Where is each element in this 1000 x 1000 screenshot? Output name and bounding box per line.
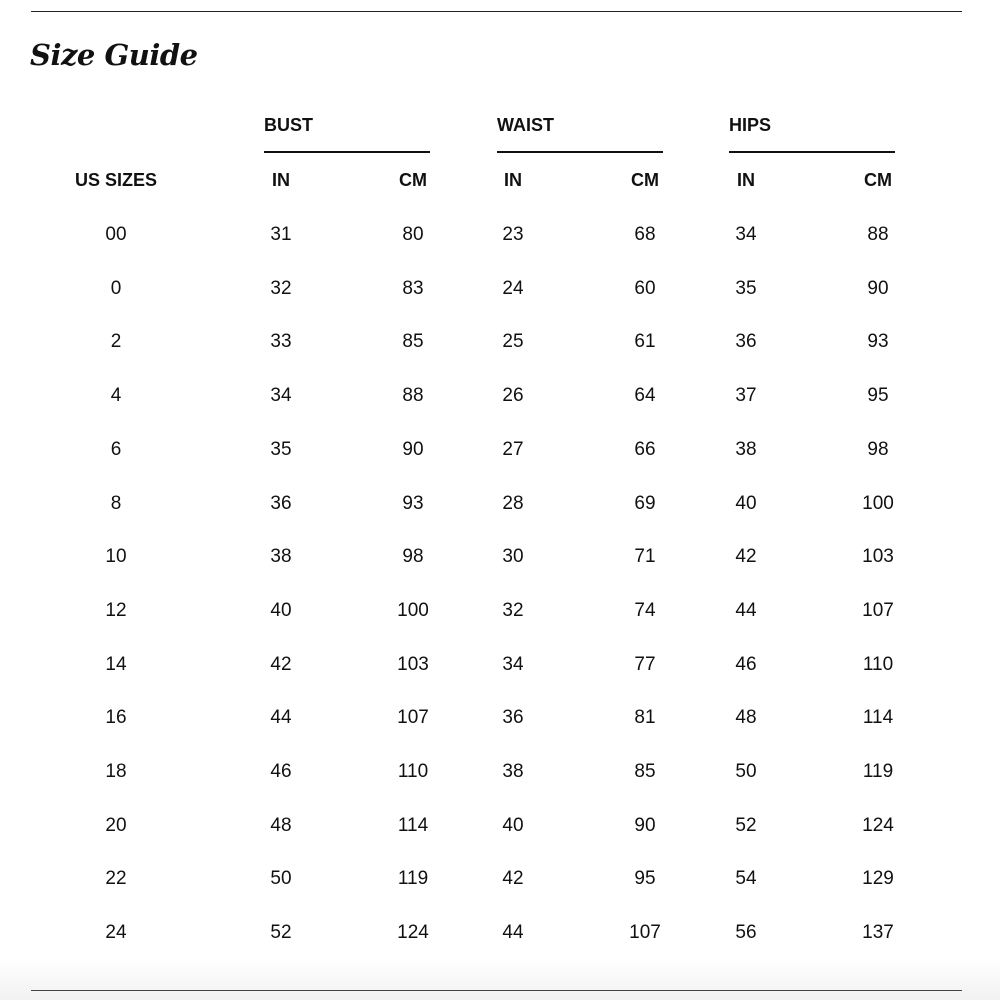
measurement-cell: 71 [634,546,656,568]
measurement-cell: 35 [270,438,292,460]
measurement-cell: 48 [270,814,292,836]
group-header-hips: HIPS [729,115,772,135]
measurement-cell: 80 [402,224,424,245]
measurement-cell: 35 [735,277,757,299]
measurement-cell: 37 [735,385,757,407]
measurement-cell: 52 [270,922,292,944]
measurement-cell: 28 [502,492,524,514]
measurement-cell: 56 [735,922,757,944]
measurement-cell: 110 [862,653,894,675]
measurement-cell: 38 [502,761,524,782]
measurement-cell: 93 [867,331,889,353]
group-underline [729,151,895,153]
size-cell: 14 [105,653,127,675]
measurement-cell: 90 [402,438,424,460]
measurement-cell: 24 [502,277,524,299]
measurement-cell: 93 [402,492,424,514]
measurement-cell: 44 [270,707,292,729]
measurement-cell: 46 [735,653,757,675]
page-title: Size Guide [30,38,198,72]
measurement-cell: 64 [634,385,656,407]
size-cell: 24 [105,922,127,944]
column-header: IN [272,170,290,190]
size-cell: 18 [105,761,127,782]
measurement-cell: 40 [735,492,757,514]
measurement-cell: 85 [634,761,656,782]
measurement-cell: 119 [862,761,894,782]
measurement-cell: 66 [634,438,656,460]
measurement-cell: 103 [862,546,894,568]
measurement-cell: 107 [629,922,661,944]
bottom-divider [31,990,962,991]
column-header: IN [737,170,755,190]
measurement-cell: 54 [735,868,757,890]
measurement-cell: 119 [397,868,429,890]
measurement-cell: 61 [634,331,656,353]
size-cell: 4 [110,385,122,407]
measurement-cell: 77 [634,653,656,675]
measurement-cell: 38 [270,546,292,568]
size-cell: 12 [105,599,127,621]
measurement-cell: 98 [867,438,889,460]
group-header-waist: WAIST [497,115,554,135]
measurement-cell: 85 [402,331,424,353]
measurement-cell: 52 [735,814,757,836]
measurement-cell: 100 [397,599,429,621]
measurement-cell: 98 [402,546,424,568]
size-cell: 0 [110,277,122,299]
measurement-cell: 88 [867,224,889,245]
measurement-cell: 124 [397,922,429,944]
measurement-cell: 100 [862,492,894,514]
measurement-cell: 25 [502,331,524,353]
measurement-cell: 44 [735,599,757,621]
measurement-cell: 34 [502,653,524,675]
size-cell: 00 [105,224,127,245]
measurement-cell: 114 [862,707,894,729]
measurement-cell: 90 [867,277,889,299]
measurement-cell: 50 [270,868,292,890]
measurement-cell: 36 [735,331,757,353]
measurement-cell: 30 [502,546,524,568]
measurement-cell: 124 [862,814,894,836]
column-header: CM [399,170,427,190]
measurement-cell: 129 [862,868,894,890]
measurement-cell: 40 [270,599,292,621]
measurement-cell: 95 [867,385,889,407]
size-cell: 16 [105,707,127,729]
measurement-cell: 68 [634,224,656,245]
measurement-cell: 40 [502,814,524,836]
measurement-cell: 23 [502,224,524,245]
measurement-cell: 114 [397,814,429,836]
size-cell: 20 [105,814,127,836]
measurement-cell: 81 [634,707,656,729]
measurement-cell: 137 [862,922,894,944]
measurement-cell: 90 [634,814,656,836]
measurement-cell: 50 [735,761,757,782]
measurement-cell: 83 [402,277,424,299]
measurement-cell: 69 [634,492,656,514]
measurement-cell: 42 [502,868,524,890]
measurement-cell: 48 [735,707,757,729]
measurement-cell: 110 [397,761,429,782]
measurement-cell: 46 [270,761,292,782]
column-header: IN [504,170,522,190]
measurement-cell: 38 [735,438,757,460]
column-header: US SIZES [74,170,158,190]
column-header: CM [631,170,659,190]
measurement-cell: 60 [634,277,656,299]
measurement-cell: 36 [502,707,524,729]
measurement-cell: 33 [270,331,292,353]
measurement-cell: 34 [270,385,292,407]
size-cell: 22 [105,868,127,890]
measurement-cell: 95 [634,868,656,890]
group-header-bust: BUST [264,115,313,135]
measurement-cell: 74 [634,599,656,621]
size-cell: 2 [110,331,122,353]
measurement-cell: 88 [402,385,424,407]
measurement-cell: 42 [270,653,292,675]
measurement-cell: 26 [502,385,524,407]
measurement-cell: 107 [862,599,894,621]
group-underline [264,151,430,153]
measurement-cell: 107 [397,707,429,729]
measurement-cell: 103 [397,653,429,675]
group-underline [497,151,663,153]
measurement-cell: 44 [502,922,524,944]
column-header: CM [864,170,892,190]
measurement-cell: 31 [270,224,292,245]
size-cell: 6 [110,438,122,460]
measurement-cell: 36 [270,492,292,514]
size-cell: 10 [105,546,127,568]
size-cell: 8 [110,492,122,514]
top-divider [31,11,962,12]
measurement-cell: 32 [502,599,524,621]
measurement-cell: 34 [735,224,757,245]
measurement-cell: 27 [502,438,524,460]
measurement-cell: 42 [735,546,757,568]
bottom-shadow [0,958,1000,1000]
measurement-cell: 32 [270,277,292,299]
